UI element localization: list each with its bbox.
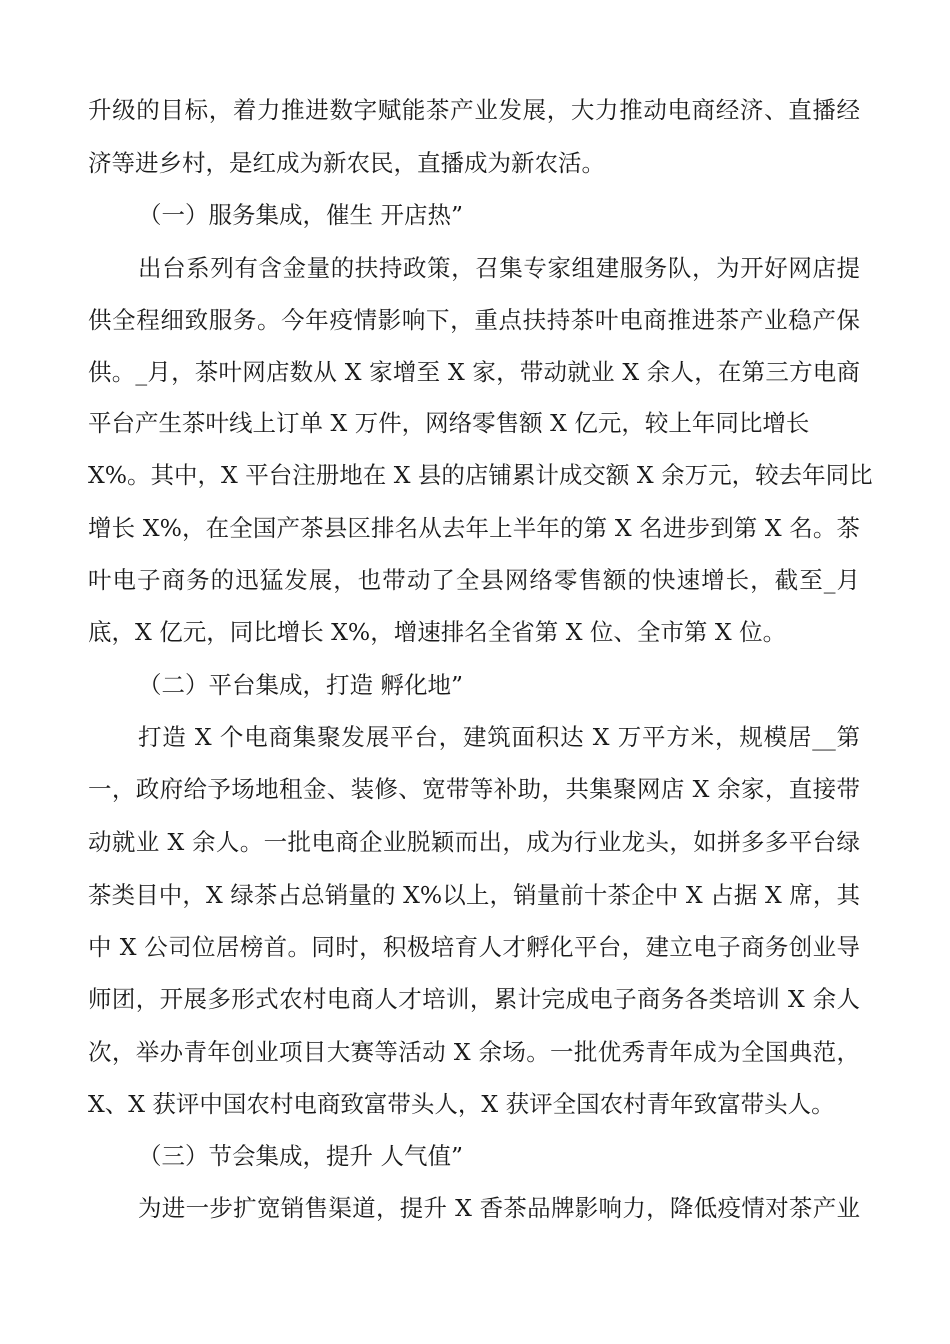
text-line: 济等进乡村，是红成为新农民，直播成为新农活。 <box>88 149 605 177</box>
text-line: 增长 X%，在全国产茶县区排名从去年上半年的第 X 名进步到第 X 名。茶 <box>88 514 860 542</box>
text-line: 底，X 亿元，同比增长 X%，增速排名全省第 X 位、全市第 X 位。 <box>88 618 787 646</box>
text-line: 供全程细致服务。今年疫情影响下，重点扶持茶叶电商推进茶产业稳产保 <box>88 306 860 334</box>
text-line: 出台系列有含金量的扶持政策，召集专家组建服务队，为开好网店提 <box>138 254 860 282</box>
section-heading-2: （二）平台集成，打造 孵化地” <box>138 671 463 699</box>
section-heading-3: （三）节会集成，提升 人气值” <box>138 1142 463 1170</box>
text-line: X%。其中，X 平台注册地在 X 县的店铺累计成交额 X 余万元，较去年同比 <box>88 461 873 489</box>
text-line: 供。_月，茶叶网店数从 X 家增至 X 家，带动就业 X 余人，在第三方电商 <box>88 358 860 386</box>
text-line: 平台产生茶叶线上订单 X 万件，网络零售额 X 亿元，较上年同比增长 <box>88 409 810 437</box>
text-line: 升级的目标，着力推进数字赋能茶产业发展，大力推动电商经济、直播经 <box>88 96 860 124</box>
text-line: 打造 X 个电商集聚发展平台，建筑面积达 X 万平方米，规模居__第 <box>138 723 860 751</box>
text-line: 茶类目中，X 绿茶占总销量的 X%以上，销量前十茶企中 X 占据 X 席，其 <box>88 881 860 909</box>
text-line: 一，政府给予场地租金、装修、宽带等补助，共集聚网店 X 余家，直接带 <box>88 775 860 803</box>
text-line: 中 X 公司位居榜首。同时，积极培育人才孵化平台，建立电子商务创业导 <box>88 933 860 961</box>
text-line: 动就业 X 余人。一批电商企业脱颖而出，成为行业龙头，如拼多多平台绿 <box>88 828 860 856</box>
text-line: 为进一步扩宽销售渠道，提升 X 香茶品牌影响力，降低疫情对茶产业 <box>138 1194 860 1222</box>
text-line: 次，举办青年创业项目大赛等活动 X 余场。一批优秀青年成为全国典范， <box>88 1038 860 1066</box>
text-line: 师团，开展多形式农村电商人才培训，累计完成电子商务各类培训 X 余人 <box>88 985 860 1013</box>
section-heading-1: （一）服务集成，催生 开店热” <box>138 201 463 229</box>
text-line: X、X 获评中国农村电商致富带头人，X 获评全国农村青年致富带头人。 <box>88 1090 835 1118</box>
text-line: 叶电子商务的迅猛发展，也带动了全县网络零售额的快速增长，截至_月 <box>88 566 860 594</box>
